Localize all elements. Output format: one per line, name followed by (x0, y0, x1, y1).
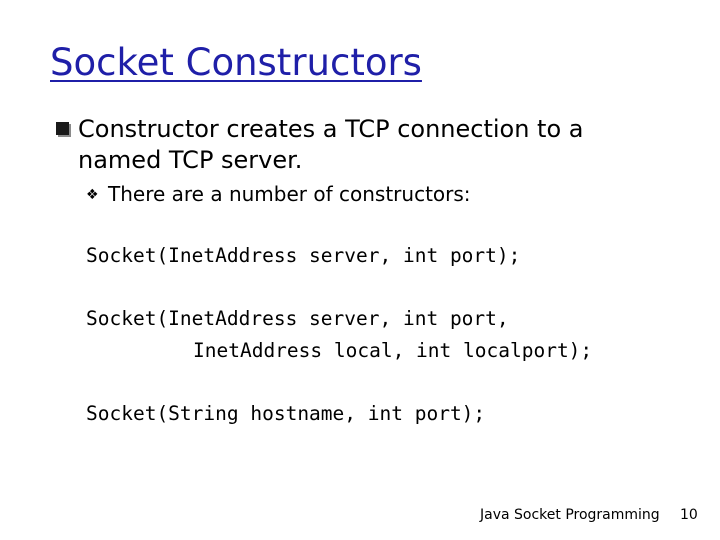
square-bullet-icon (56, 122, 69, 135)
sub-bullet (86, 181, 471, 208)
diamond-bullet-icon: ❖ (86, 187, 99, 203)
constructor-code-2-line2: InetAddress local, int localport); (193, 339, 593, 362)
constructor-code-2-line1: Socket(InetAddress server, int port, (86, 307, 509, 330)
main-bullet-line2: named TCP server. (78, 146, 303, 174)
constructor-code-1: Socket(InetAddress server, int port); (86, 244, 521, 267)
slide-title: Socket Constructors (50, 41, 422, 84)
page-number: 10 (680, 507, 698, 523)
main-bullet (56, 114, 696, 176)
constructor-code-3: Socket(String hostname, int port); (86, 402, 486, 425)
main-bullet-line1: Constructor creates a TCP connection to a (78, 115, 584, 143)
footer-title: Java Socket Programming (480, 507, 660, 523)
sub-bullet-text: There are a number of constructors: (108, 182, 471, 206)
